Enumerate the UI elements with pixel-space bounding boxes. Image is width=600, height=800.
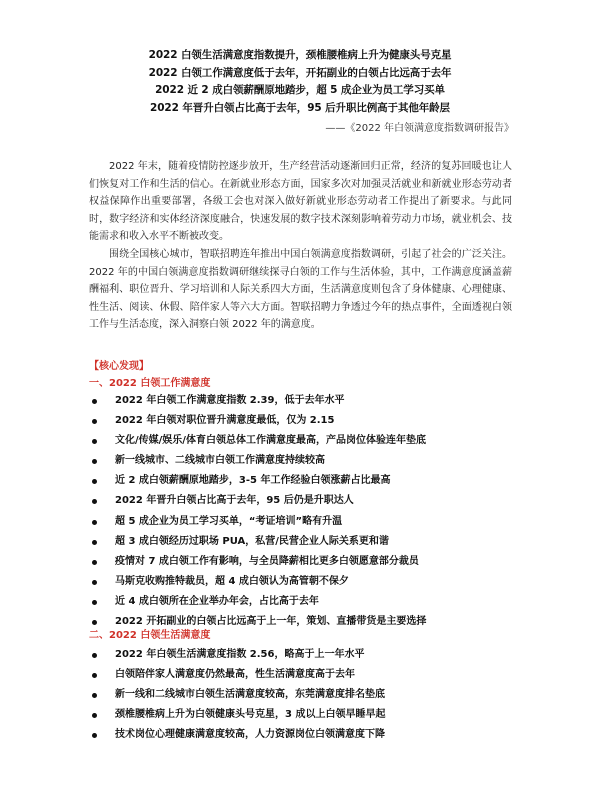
list-item: 2022 年晋升白领占比高于去年，95 后仍是升职达人 <box>89 491 529 511</box>
core-findings-label: 【核心发现】 <box>89 361 149 372</box>
list-item: 技术岗位心理健康满意度较高，人力资源岗位白领满意度下降 <box>89 725 529 745</box>
list-item: 疫情对 7 成白领工作有影响，与全员降薪相比更多白领愿意部分裁员 <box>89 552 529 572</box>
list-item: 文化/传媒/娱乐/体育白领总体工作满意度最高，产品岗位体验连年垫底 <box>89 431 529 451</box>
list-item: 新一线城市、二线城市白领工作满意度持续较高 <box>89 451 529 471</box>
list-item: 2022 年白领对职位晋升满意度最低，仅为 2.15 <box>89 411 529 431</box>
headline: 2022 白领生活满意度指数提升，颈椎腰椎病上升为健康头号克星 <box>148 49 452 61</box>
section-title-life: 二、2022 白领生活满意度 <box>89 630 211 641</box>
list-item: 新一线和二线城市白领生活满意度较高，东莞满意度排名垫底 <box>89 685 529 705</box>
headline: 2022 白领工作满意度低于去年，开拓副业的白领占比远高于去年 <box>148 66 452 79</box>
headline: 2022 年晋升白领占比高于去年，95 后升职比例高于其他年龄层 <box>150 101 450 114</box>
list-item: 2022 年白领生活满意度指数 2.56，略高于上一年水平 <box>89 645 529 665</box>
list-item: 颈椎腰椎病上升为白领健康头号克星，3 成以上白领早睡早起 <box>89 705 529 725</box>
list-item: 超 3 成白领经历过职场 PUA，私营/民营企业人际关系更和谐 <box>89 532 529 552</box>
list-item: 马斯克收购推特裁员，超 4 成白领认为高管朝不保夕 <box>89 572 529 592</box>
list-item: 超 5 成企业为员工学习买单，“考证培训”略有升温 <box>89 512 529 532</box>
headline-block <box>0 47 600 117</box>
headline: 2022 近 2 成白领薪酬原地踏步，超 5 成企业为员工学习买单 <box>155 84 445 96</box>
report-source: ——《2022 年白领满意度指数调研报告》 <box>325 123 514 134</box>
work-findings-list <box>89 391 529 632</box>
intro-section <box>89 158 512 334</box>
section-title-work: 一、2022 白领工作满意度 <box>89 378 211 389</box>
list-item: 近 2 成白领薪酬原地踏步，3-5 年工作经验白领涨薪占比最高 <box>89 471 529 491</box>
list-item: 2022 开拓副业的白领占比远高于上一年，策划、直播带货是主要选择 <box>89 612 529 632</box>
list-item: 近 4 成白领所在企业举办年会，占比高于去年 <box>89 592 529 612</box>
life-findings-list <box>89 645 529 745</box>
intro-paragraph: 围绕全国核心城市，智联招聘连年推出中国白领满意度指数调研，引起了社会的广泛关注。2022 年的中国白领满意度指数调研继续探寻白领的工作与生活体验，其中，工作满意度涵盖薪酬福利、职位晋升、学习培训和人际关系四大方面，生活满意度则包含了身体健康、心理健康、性生活、阅读、休假、陪伴家人等六大方面。智联招聘力争透过今年的热点事件，全面透视白领工作与生活态度，深入洞察白领 2022 年的满意度。 <box>89 248 512 331</box>
list-item: 白领陪伴家人满意度仍然最高，性生活满意度高于去年 <box>89 665 529 685</box>
intro-paragraph: 2022 年末，随着疫情防控逐步放开，生产经营活动逐渐回归正常，经济的复苏回暖也让人们恢复对工作和生活的信心。在新就业形态方面，国家多次对加强灵活就业和新就业形态劳动者权益保障作出重要部署，各级工会也对深入做好新就业形态劳动者工作提出了新要求。与此同时，数字经济和实体经济深度融合，快速发展的数字技术深刻影响着劳动力市场，就业机会、技能需求和收入水平不断被改变。 <box>89 161 512 243</box>
list-item: 2022 年白领工作满意度指数 2.39，低于去年水平 <box>89 391 529 411</box>
